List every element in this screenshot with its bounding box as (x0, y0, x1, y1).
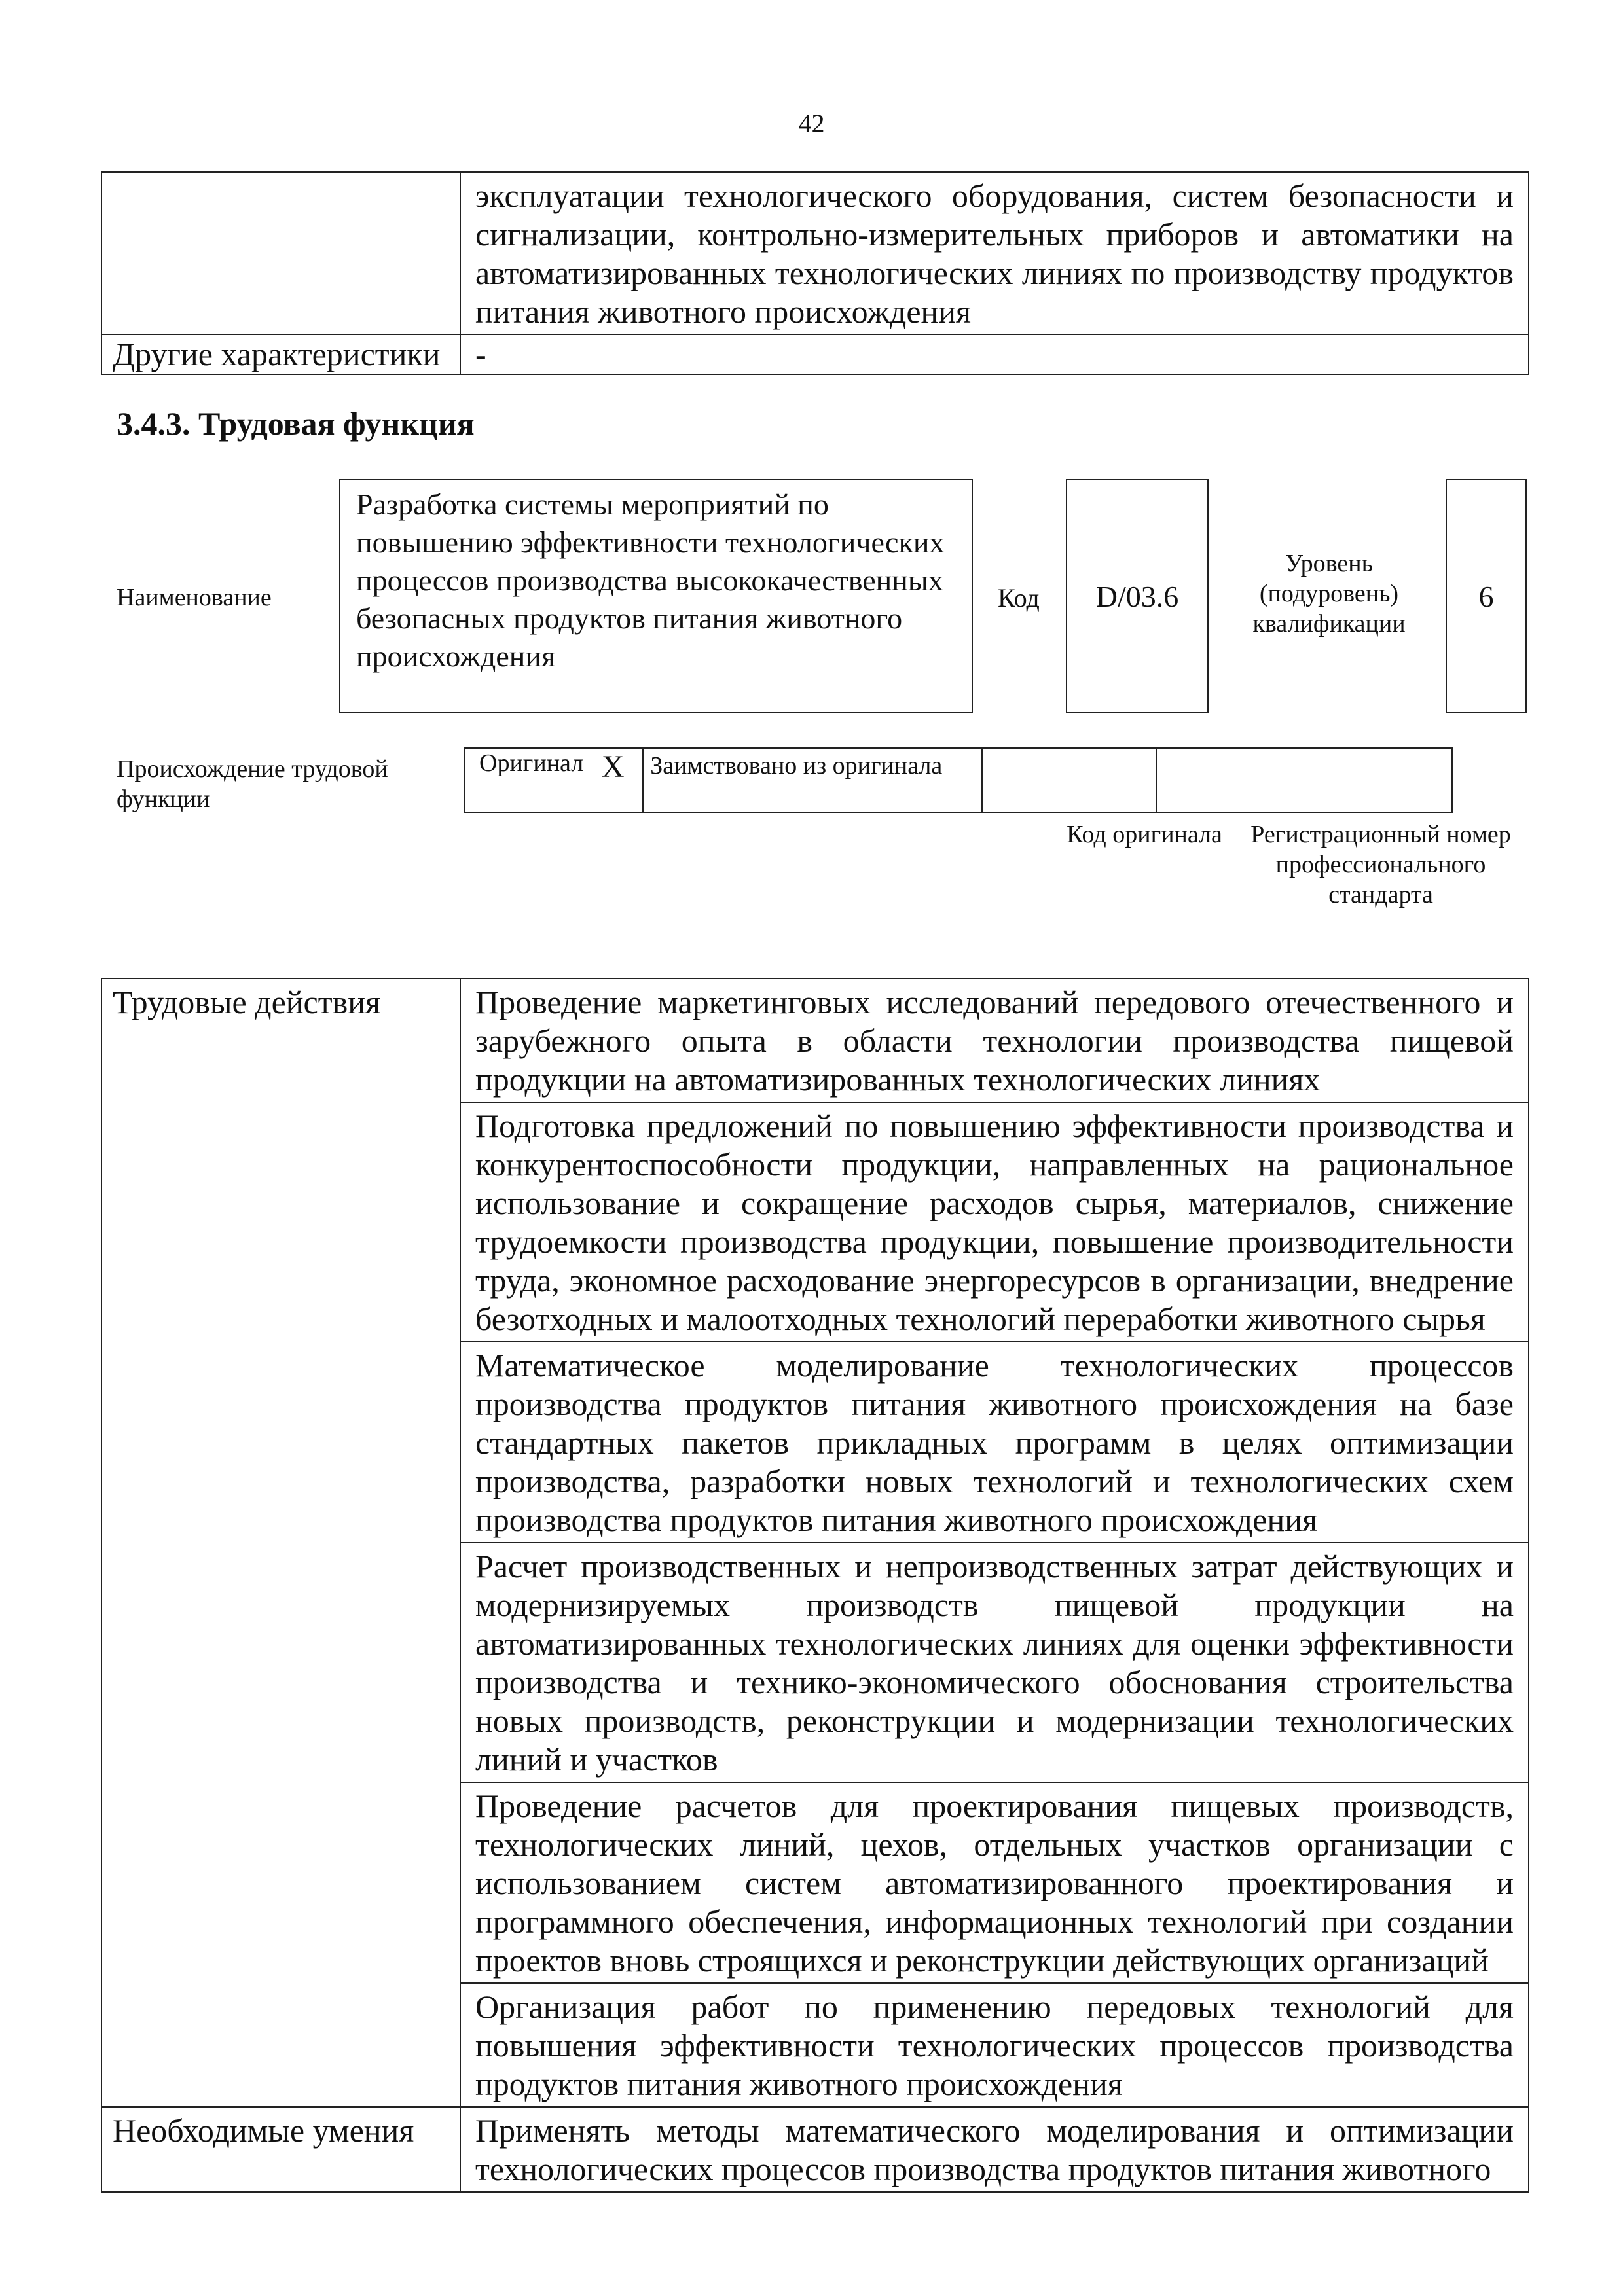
skills-label-cell (101, 2107, 460, 2192)
level-box (1446, 479, 1527, 713)
level-value: 6 (1478, 579, 1494, 613)
original-label: Оригинал (479, 749, 584, 777)
action-cell (460, 978, 1529, 1102)
level-label-line-2: (подуровень) (1259, 580, 1399, 607)
skill-cell (460, 2107, 1529, 2192)
action-text: Организация работ по применению передовых технологий для повышения эффективности технологических процессов производства продуктов питания животного происхождения (475, 1988, 1514, 2102)
reg-caption: Регистрационный номер профессионального стандарта (1250, 821, 1511, 908)
other-label-cell (101, 334, 460, 374)
reg-number-cell (1156, 748, 1452, 812)
function-name-box (339, 479, 973, 713)
other-value: - (475, 336, 486, 372)
action-text: Математическое моделирование технологических процессов производства продуктов питания животного происхождения на базе стандартных пакетов прикладных программ в целях оптимизации производства, разработки новых технологий и технологических схем производства продуктов питания животного происхождения (475, 1347, 1514, 1538)
original-mark: X (601, 749, 625, 784)
action-cell (460, 1102, 1529, 1342)
level-label (1231, 548, 1427, 639)
page-number: 42 (798, 109, 825, 138)
code-label: Код (998, 583, 1040, 613)
action-cell (460, 1342, 1529, 1543)
code-value: D/03.6 (1095, 579, 1179, 613)
main-table (101, 978, 1529, 2193)
level-label-line-3: квалификации (1252, 610, 1406, 637)
actions-label: Трудовые действия (113, 984, 380, 1020)
action-cell (460, 1983, 1529, 2107)
skill-text: Применять методы математического моделирования и оптимизации технологических процессов производства продуктов питания животного (475, 2112, 1514, 2187)
continuation-cell (460, 172, 1529, 334)
action-text: Проведение расчетов для проектирования пищевых производств, технологических линий, цехов, отдельных участков организации с использованием систем автоматизированного проектирования и программного обеспечения, информационных технологий при создании проектов вновь строящихся и реконструкции действующих организаций (475, 1787, 1514, 1979)
original-mark-cell (583, 748, 643, 812)
action-text: Расчет производственных и непроизводственных затрат действующих и модернизируемых производств пищевой продукции на автоматизированных технологических линиях для оценки эффективности производства и технико-экономического обоснования строительства новых производств, реконструкции и модернизации технологических линий и участков (475, 1548, 1514, 1778)
continuation-text: эксплуатации технологического оборудования, систем безопасности и сигнализации, контрольно-измерительных приборов и автоматики на автоматизированных технологических линиях по производству продуктов питания животного происхождения (475, 177, 1514, 330)
actions-label-cell (101, 978, 460, 2107)
other-label: Другие характеристики (113, 336, 441, 372)
top-table (101, 171, 1529, 375)
action-cell (460, 1782, 1529, 1983)
name-label: Наименование (117, 584, 272, 611)
code-caption: Код оригинала (1067, 821, 1222, 848)
original-code-cell (982, 748, 1156, 812)
borrowed-label: Заимствовано из оригинала (650, 752, 943, 780)
other-value-cell (460, 334, 1529, 374)
function-name: Разработка системы мероприятий по повышению эффективности технологических процессов производства высококачественных безопасных продуктов питания животного происхождения (356, 488, 945, 673)
level-label-line-1: Уровень (1285, 550, 1373, 577)
action-text: Проведение маркетинговых исследований передового отечественного и зарубежного опыта в области технологии производства пищевой продукции на автоматизированных технологических линиях (475, 984, 1514, 1098)
skills-label: Необходимые умения (113, 2112, 414, 2149)
action-text: Подготовка предложений по повышению эффективности производства и конкурентоспособности продукции, направленных на рациональное использование и сокращение расходов сырья, материалов, снижение трудоемкости производства продукции, повышение производительности труда, экономное расходование энергоресурсов в организации, внедрение безотходных и малоотходных технологий переработки животного сырья (475, 1107, 1514, 1337)
code-box (1066, 479, 1209, 713)
section-title: 3.4.3. Трудовая функция (117, 405, 475, 442)
action-cell (460, 1543, 1529, 1782)
borrowed-cell (643, 748, 982, 812)
original-cell (464, 748, 583, 812)
origin-table (464, 747, 1453, 813)
origin-label: Происхождение трудовой функции (117, 755, 388, 813)
top-table-empty-cell (101, 172, 460, 334)
